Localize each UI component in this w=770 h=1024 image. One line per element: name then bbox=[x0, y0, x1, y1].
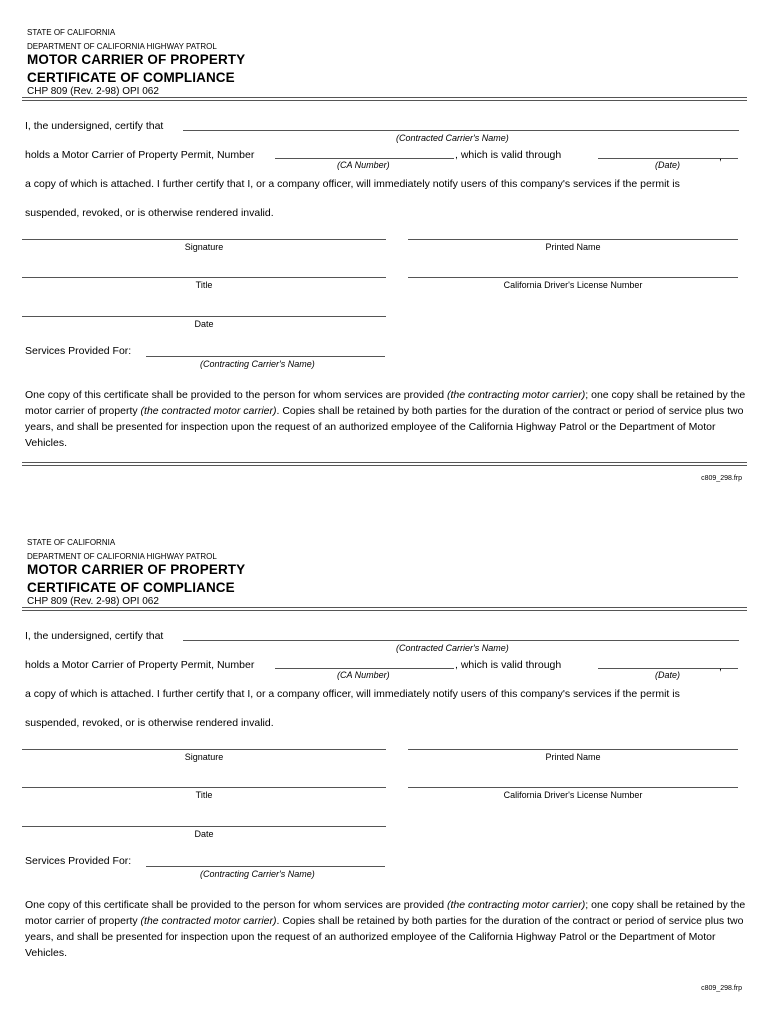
valid-through-text: , which is valid through bbox=[455, 149, 562, 161]
contracting-carrier-line[interactable] bbox=[146, 866, 385, 867]
date-caption: (Date) bbox=[655, 670, 681, 680]
printed-name-label: Printed Name bbox=[545, 752, 601, 762]
date-line[interactable] bbox=[22, 826, 386, 827]
license-label: California Driver's License Number bbox=[503, 790, 643, 800]
title-label: Title bbox=[195, 280, 213, 290]
title-label: Title bbox=[195, 790, 213, 800]
contracted-carrier-name-line[interactable] bbox=[183, 130, 739, 131]
footer-code: c809_298.frp bbox=[701, 985, 742, 992]
notice-text-1: One copy of this certificate shall be provided to the person for whom services are provided bbox=[25, 899, 447, 911]
signature-label: Signature bbox=[184, 752, 224, 762]
signature-line[interactable] bbox=[22, 749, 386, 750]
notice-italic-2: (the contracted motor carrier) bbox=[140, 405, 277, 417]
header-divider bbox=[22, 607, 747, 611]
form-title-line2: CERTIFICATE OF COMPLIANCE bbox=[27, 70, 235, 85]
footer-divider bbox=[22, 462, 747, 466]
license-line[interactable] bbox=[408, 787, 738, 788]
notice-italic-2: (the contracted motor carrier) bbox=[140, 915, 277, 927]
date-comma: , bbox=[719, 151, 722, 163]
certify-intro: I, the undersigned, certify that bbox=[25, 630, 164, 642]
form-title-line1: MOTOR CARRIER OF PROPERTY bbox=[27, 562, 246, 577]
valid-date-line[interactable] bbox=[598, 668, 738, 669]
form-number: CHP 809 (Rev. 2-98) OPI 062 bbox=[27, 596, 159, 607]
contracting-carrier-caption: (Contracting Carrier's Name) bbox=[200, 359, 315, 369]
notice-text-1: One copy of this certificate shall be provided to the person for whom services are provided bbox=[25, 389, 447, 401]
department-name: DEPARTMENT OF CALIFORNIA HIGHWAY PATROL bbox=[27, 42, 217, 51]
permit-prefix: holds a Motor Carrier of Property Permit, Number bbox=[25, 659, 255, 671]
date-label: Date bbox=[194, 829, 214, 839]
license-label: California Driver's License Number bbox=[503, 280, 643, 290]
printed-name-line[interactable] bbox=[408, 749, 738, 750]
date-label: Date bbox=[194, 319, 214, 329]
certify-line-2: suspended, revoked, or is otherwise rendered invalid. bbox=[25, 717, 274, 729]
certify-line-2: suspended, revoked, or is otherwise rendered invalid. bbox=[25, 207, 274, 219]
notice-text-2: ; one copy shall be retained by the motor carrier of property bbox=[25, 389, 746, 417]
license-line[interactable] bbox=[408, 277, 738, 278]
services-label: Services Provided For: bbox=[25, 855, 132, 867]
title-line[interactable] bbox=[22, 277, 386, 278]
certificate-form-2 bbox=[0, 510, 770, 1020]
ca-number-caption: (CA Number) bbox=[337, 160, 390, 170]
ca-number-line[interactable] bbox=[275, 158, 454, 159]
department-name: DEPARTMENT OF CALIFORNIA HIGHWAY PATROL bbox=[27, 552, 217, 561]
state-name: STATE OF CALIFORNIA bbox=[27, 28, 116, 37]
contracted-carrier-caption: (Contracted Carrier's Name) bbox=[396, 643, 509, 653]
form-title-line2: CERTIFICATE OF COMPLIANCE bbox=[27, 580, 235, 595]
permit-prefix: holds a Motor Carrier of Property Permit, Number bbox=[25, 149, 255, 161]
notice-paragraph bbox=[25, 897, 750, 961]
date-caption: (Date) bbox=[655, 160, 681, 170]
printed-name-line[interactable] bbox=[408, 239, 738, 240]
contracting-carrier-line[interactable] bbox=[146, 356, 385, 357]
notice-italic-1: (the contracting motor carrier) bbox=[446, 389, 586, 401]
valid-date-line[interactable] bbox=[598, 158, 738, 159]
notice-text-3: . Copies shall be retained by both parties for the duration of the contract or period of service plus two years, and shall be presented for inspection upon the request of an authorized employee of the California Highway Patrol or the Department of Motor Vehicles. bbox=[25, 915, 744, 959]
contracted-carrier-caption: (Contracted Carrier's Name) bbox=[396, 133, 509, 143]
date-line[interactable] bbox=[22, 316, 386, 317]
date-comma: , bbox=[719, 661, 722, 673]
services-label: Services Provided For: bbox=[25, 345, 132, 357]
notice-text-3: . Copies shall be retained by both parties for the duration of the contract or period of service plus two years, and shall be presented for inspection upon the request of an authorized employee of the California Highway Patrol or the Department of Motor Vehicles. bbox=[25, 405, 744, 449]
form-title-line1: MOTOR CARRIER OF PROPERTY bbox=[27, 52, 246, 67]
signature-line[interactable] bbox=[22, 239, 386, 240]
certify-line-1: a copy of which is attached. I further certify that I, or a company officer, will immediately notify users of this company's services if the permit is bbox=[25, 688, 680, 700]
state-name: STATE OF CALIFORNIA bbox=[27, 538, 116, 547]
certificate-form-1 bbox=[0, 0, 770, 510]
notice-italic-1: (the contracting motor carrier) bbox=[446, 899, 586, 911]
form-number: CHP 809 (Rev. 2-98) OPI 062 bbox=[27, 86, 159, 97]
certify-line-1: a copy of which is attached. I further certify that I, or a company officer, will immediately notify users of this company's services if the permit is bbox=[25, 178, 680, 190]
ca-number-caption: (CA Number) bbox=[337, 670, 390, 680]
certify-intro: I, the undersigned, certify that bbox=[25, 120, 164, 132]
footer-code: c809_298.frp bbox=[701, 475, 742, 482]
printed-name-label: Printed Name bbox=[545, 242, 601, 252]
valid-through-text: , which is valid through bbox=[455, 659, 562, 671]
notice-text-2: ; one copy shall be retained by the motor carrier of property bbox=[25, 899, 746, 927]
header-divider bbox=[22, 97, 747, 101]
notice-paragraph bbox=[25, 387, 750, 451]
title-line[interactable] bbox=[22, 787, 386, 788]
signature-label: Signature bbox=[184, 242, 224, 252]
contracting-carrier-caption: (Contracting Carrier's Name) bbox=[200, 869, 315, 879]
contracted-carrier-name-line[interactable] bbox=[183, 640, 739, 641]
ca-number-line[interactable] bbox=[275, 668, 454, 669]
